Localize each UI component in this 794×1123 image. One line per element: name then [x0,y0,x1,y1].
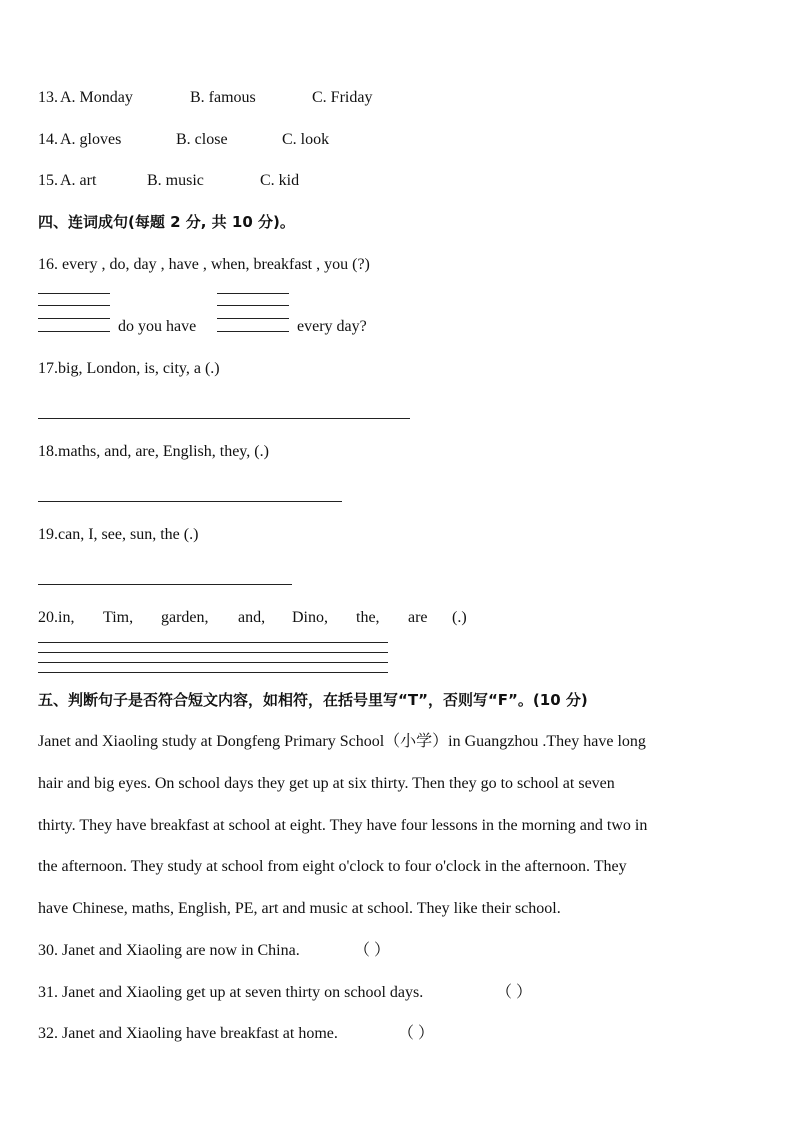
section-4-heading: 四、连词成句(每题 2 分, 共 10 分)。 [38,213,295,231]
answer-bracket[interactable]: （ ） [354,942,391,959]
question-19-prompt: 19.can, I, see, sun, the (.) [38,526,199,543]
answer-blank[interactable] [38,293,110,294]
question-16-prompt: 16. every , do, day , have , when, breakfast , you (?) [38,256,370,273]
answer-line[interactable] [38,642,388,643]
question-13-option-c: C. Friday [312,89,373,106]
passage-line-5: have Chinese, maths, English, PE, art and music at school. They like their school. [38,900,561,917]
question-14-option-b: B. close [176,131,228,148]
question-20-word: garden, [161,609,209,626]
question-20-word: Tim, [103,609,134,626]
answer-line[interactable] [38,652,388,653]
passage-line-2: hair and big eyes. On school days they get up at six thirty. Then they go to school at seven [38,775,615,792]
question-32-text: 32. Janet and Xiaoling have breakfast at home. [38,1025,338,1042]
answer-line[interactable] [38,501,342,502]
question-18-prompt: 18.maths, and, are, English, they, (.) [38,443,269,460]
question-20-word: are [408,609,428,626]
answer-blank[interactable] [217,293,289,294]
answer-line[interactable] [38,584,292,585]
answer-line[interactable] [38,662,388,663]
answer-blank[interactable] [38,305,110,306]
question-15-option-b: B. music [147,172,204,189]
answer-bracket[interactable]: （ ） [496,984,533,1001]
answer-line[interactable] [38,672,388,673]
question-14-option-a: A. gloves [60,131,122,148]
question-14-number: 14. [38,131,58,148]
question-20-word: Dino, [292,609,328,626]
question-17-prompt: 17.big, London, is, city, a (.) [38,360,220,377]
answer-blank[interactable] [217,305,289,306]
question-20-word: 20.in, [38,609,75,626]
answer-bracket[interactable]: （ ） [398,1025,435,1042]
passage-line-1: Janet and Xiaoling study at Dongfeng Primary School（小学）in Guangzhou .They have long [38,733,646,750]
question-15-option-c: C. kid [260,172,300,189]
section-5-heading: 五、判断句子是否符合短文内容，如相符，在括号里写“T”，否则写“F”。(10 分) [38,691,588,709]
question-15-option-a: A. art [60,172,97,189]
question-20-word: (.) [452,609,467,626]
question-16-end-text: every day? [297,318,367,335]
question-20-word: the, [356,609,380,626]
answer-line[interactable] [38,418,410,419]
question-15-number: 15. [38,172,58,189]
question-30-text: 30. Janet and Xiaoling are now in China. [38,942,300,959]
question-14-option-c: C. look [282,131,330,148]
question-13-number: 13. [38,89,58,106]
answer-blank[interactable] [38,318,110,319]
passage-line-3: thirty. They have breakfast at school at eight. They have four lessons in the morning and two in [38,817,648,834]
passage-line-4: the afternoon. They study at school from eight o'clock to four o'clock in the afternoon. They [38,858,627,875]
answer-blank[interactable] [38,331,110,332]
question-16-middle-text: do you have [118,318,197,335]
question-13-option-a: A. Monday [60,89,133,106]
question-20-word: and, [238,609,266,626]
answer-blank[interactable] [217,331,289,332]
answer-blank[interactable] [217,318,289,319]
question-13-option-b: B. famous [190,89,256,106]
question-31-text: 31. Janet and Xiaoling get up at seven thirty on school days. [38,984,424,1001]
